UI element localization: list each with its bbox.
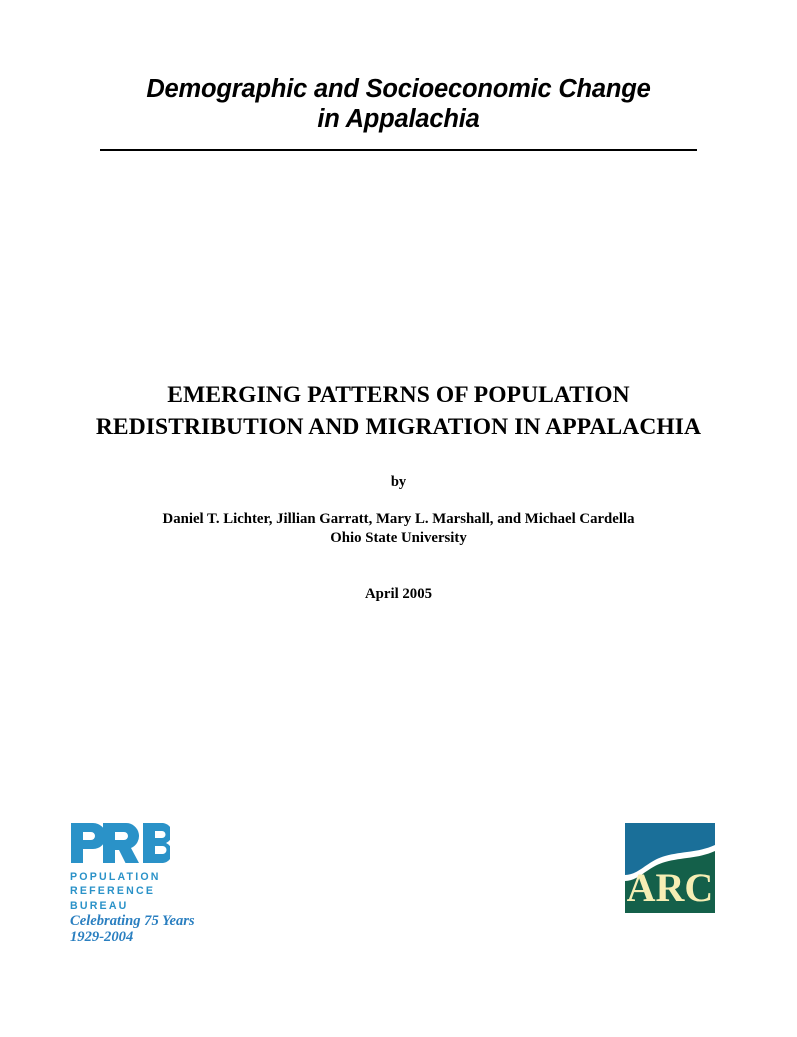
series-header-line-1: Demographic and Socioeconomic Change	[146, 75, 651, 103]
prb-logo	[70, 822, 250, 945]
publication-date: April 2005	[365, 586, 432, 602]
header-divider-rule	[100, 149, 697, 151]
page-title	[48, 379, 749, 443]
series-header-line-2: in Appalachia	[317, 105, 480, 133]
page-title-line-1: EMERGING PATTERNS OF POPULATION	[167, 382, 630, 408]
arc-logo	[625, 823, 715, 913]
prb-name-lines	[70, 870, 250, 913]
arc-wordmark-text: ARC	[626, 865, 714, 910]
author-affiliation: Ohio State University	[330, 529, 467, 546]
prb-name-line-2: REFERENCE	[70, 885, 156, 898]
prb-name-line-3: BUREAU	[70, 899, 129, 912]
authors-block	[48, 510, 749, 547]
prb-tagline-line-1: Celebrating 75 Years	[70, 913, 195, 930]
series-header	[100, 74, 697, 134]
prb-wordmark-icon	[70, 822, 170, 864]
prb-name-line-1: POPULATION	[70, 871, 161, 883]
byline-label: by	[390, 474, 407, 490]
prb-anniversary-tagline	[70, 914, 250, 945]
author-names: Daniel T. Lichter, Jillian Garratt, Mary L. Marshall, and Michael Cardella	[162, 511, 635, 527]
page-title-line-2: REDISTRIBUTION AND MIGRATION IN APPALACHIA	[95, 414, 702, 440]
arc-emblem-icon	[625, 823, 715, 913]
prb-tagline-line-2: 1929-2004	[70, 928, 134, 945]
